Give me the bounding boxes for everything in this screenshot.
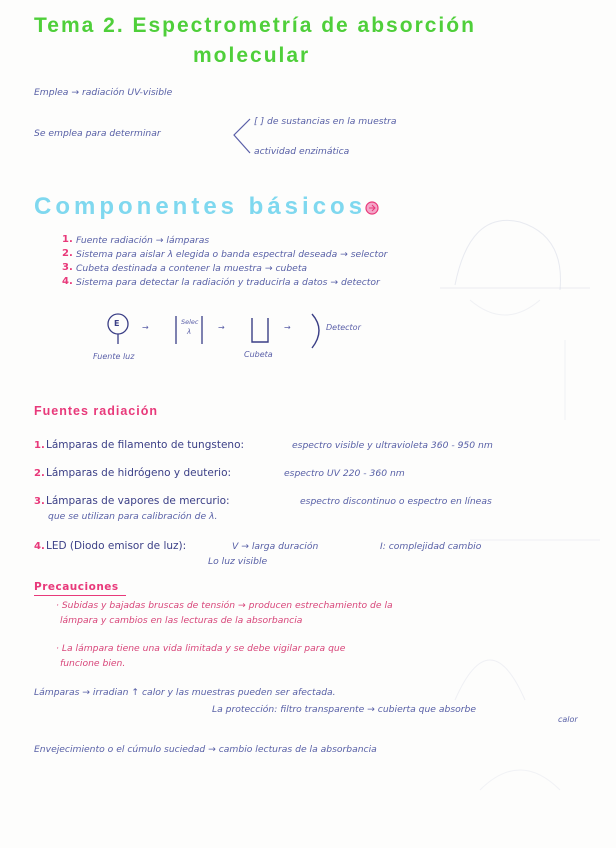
- selector-label-1: Selec: [181, 318, 199, 326]
- component-num-4: 4.: [62, 276, 73, 287]
- component-text-4: Sistema para detectar la radiación y traducirla a datos → detector: [76, 277, 380, 288]
- fuente-num-1: 1.: [34, 440, 45, 451]
- precaucion-1-line-2: lámpara y cambios en las lecturas de la absorbancia: [60, 615, 303, 626]
- precaucion-1-line-1: · Subidas y bajadas bruscas de tensión → producen estrechamiento de la: [56, 600, 393, 611]
- precaucion-2-line-2: funcione bien.: [60, 658, 126, 669]
- use-item-1: [ ] de sustancias en la muestra: [254, 116, 397, 127]
- precauciones-heading: Precauciones: [34, 581, 119, 593]
- proteccion-line: La protección: filtro transparente → cubierta que absorbe: [212, 704, 477, 715]
- fuente-desc-2: espectro UV 220 - 360 nm: [284, 468, 405, 479]
- fuente-desc-4b: I: complejidad cambio: [380, 541, 482, 552]
- fuente-label: Fuente luz: [93, 352, 135, 361]
- fuente-num-4: 4.: [34, 541, 45, 552]
- cubeta-label: Cubeta: [244, 350, 273, 359]
- componentes-heading: Componentes básicos: [34, 193, 367, 220]
- fuente-name-3: Lámparas de vapores de mercurio:: [46, 495, 230, 507]
- fuente-name-1: Lámparas de filamento de tungsteno:: [46, 439, 245, 451]
- selector-label-2: λ: [187, 328, 192, 336]
- proteccion-line-2: calor: [558, 715, 578, 724]
- fuente-desc-1: espectro visible y ultravioleta 360 - 950 nm: [292, 440, 493, 451]
- fuente-desc-3: espectro discontinuo o espectro en líneas: [300, 496, 492, 507]
- fuente-desc-3b: que se utilizan para calibración de λ.: [48, 511, 218, 522]
- fuente-desc-4c: Lo luz visible: [208, 556, 268, 567]
- bulb-letter: E: [114, 319, 120, 328]
- use-item-2: actividad enzimática: [254, 146, 350, 157]
- arrow-1: →: [142, 323, 149, 332]
- precaucion-2-line-1: · La lámpara tiene una vida limitada y se debe vigilar para que: [56, 643, 346, 654]
- fuente-num-3: 3.: [34, 496, 45, 507]
- arrow-3: →: [284, 323, 291, 332]
- diagram-drawing: [96, 308, 356, 356]
- envejecimiento-line: Envejecimiento o el cúmulo suciedad → cambio lecturas de la absorbancia: [34, 744, 377, 755]
- component-num-3: 3.: [62, 262, 73, 273]
- precauciones-underline: [34, 595, 126, 596]
- page-title-line-1: Tema 2. Espectrometría de absorción: [34, 14, 476, 37]
- fuente-name-4: LED (Diodo emisor de luz):: [46, 540, 187, 552]
- component-text-2: Sistema para aislar λ elegida o banda espectral deseada → selector: [76, 249, 388, 260]
- component-text-1: Fuente radiación → lámparas: [76, 235, 210, 246]
- page-title-line-2: molecular: [193, 44, 311, 67]
- highlight-marker-icon: [364, 200, 380, 216]
- component-text-3: Cubeta destinada a contener la muestra → cubeta: [76, 263, 308, 274]
- uses-prefix: Se emplea para determinar: [34, 128, 161, 139]
- component-num-2: 2.: [62, 248, 73, 259]
- intro-line: Emplea → radiación UV-visible: [34, 87, 173, 98]
- component-num-1: 1.: [62, 234, 73, 245]
- lamparas-line: Lámparas → irradian ↑ calor y las muestras pueden ser afectada.: [34, 687, 336, 698]
- detector-icon: [312, 314, 319, 348]
- fuente-desc-4: V → larga duración: [232, 541, 319, 552]
- fuente-num-2: 2.: [34, 468, 45, 479]
- fuentes-heading: Fuentes radiación: [34, 404, 158, 418]
- arrow-2: →: [218, 323, 225, 332]
- cubeta-icon: [252, 318, 268, 342]
- detector-label: Detector: [326, 323, 361, 332]
- fuente-name-2: Lámparas de hidrógeno y deuterio:: [46, 467, 232, 479]
